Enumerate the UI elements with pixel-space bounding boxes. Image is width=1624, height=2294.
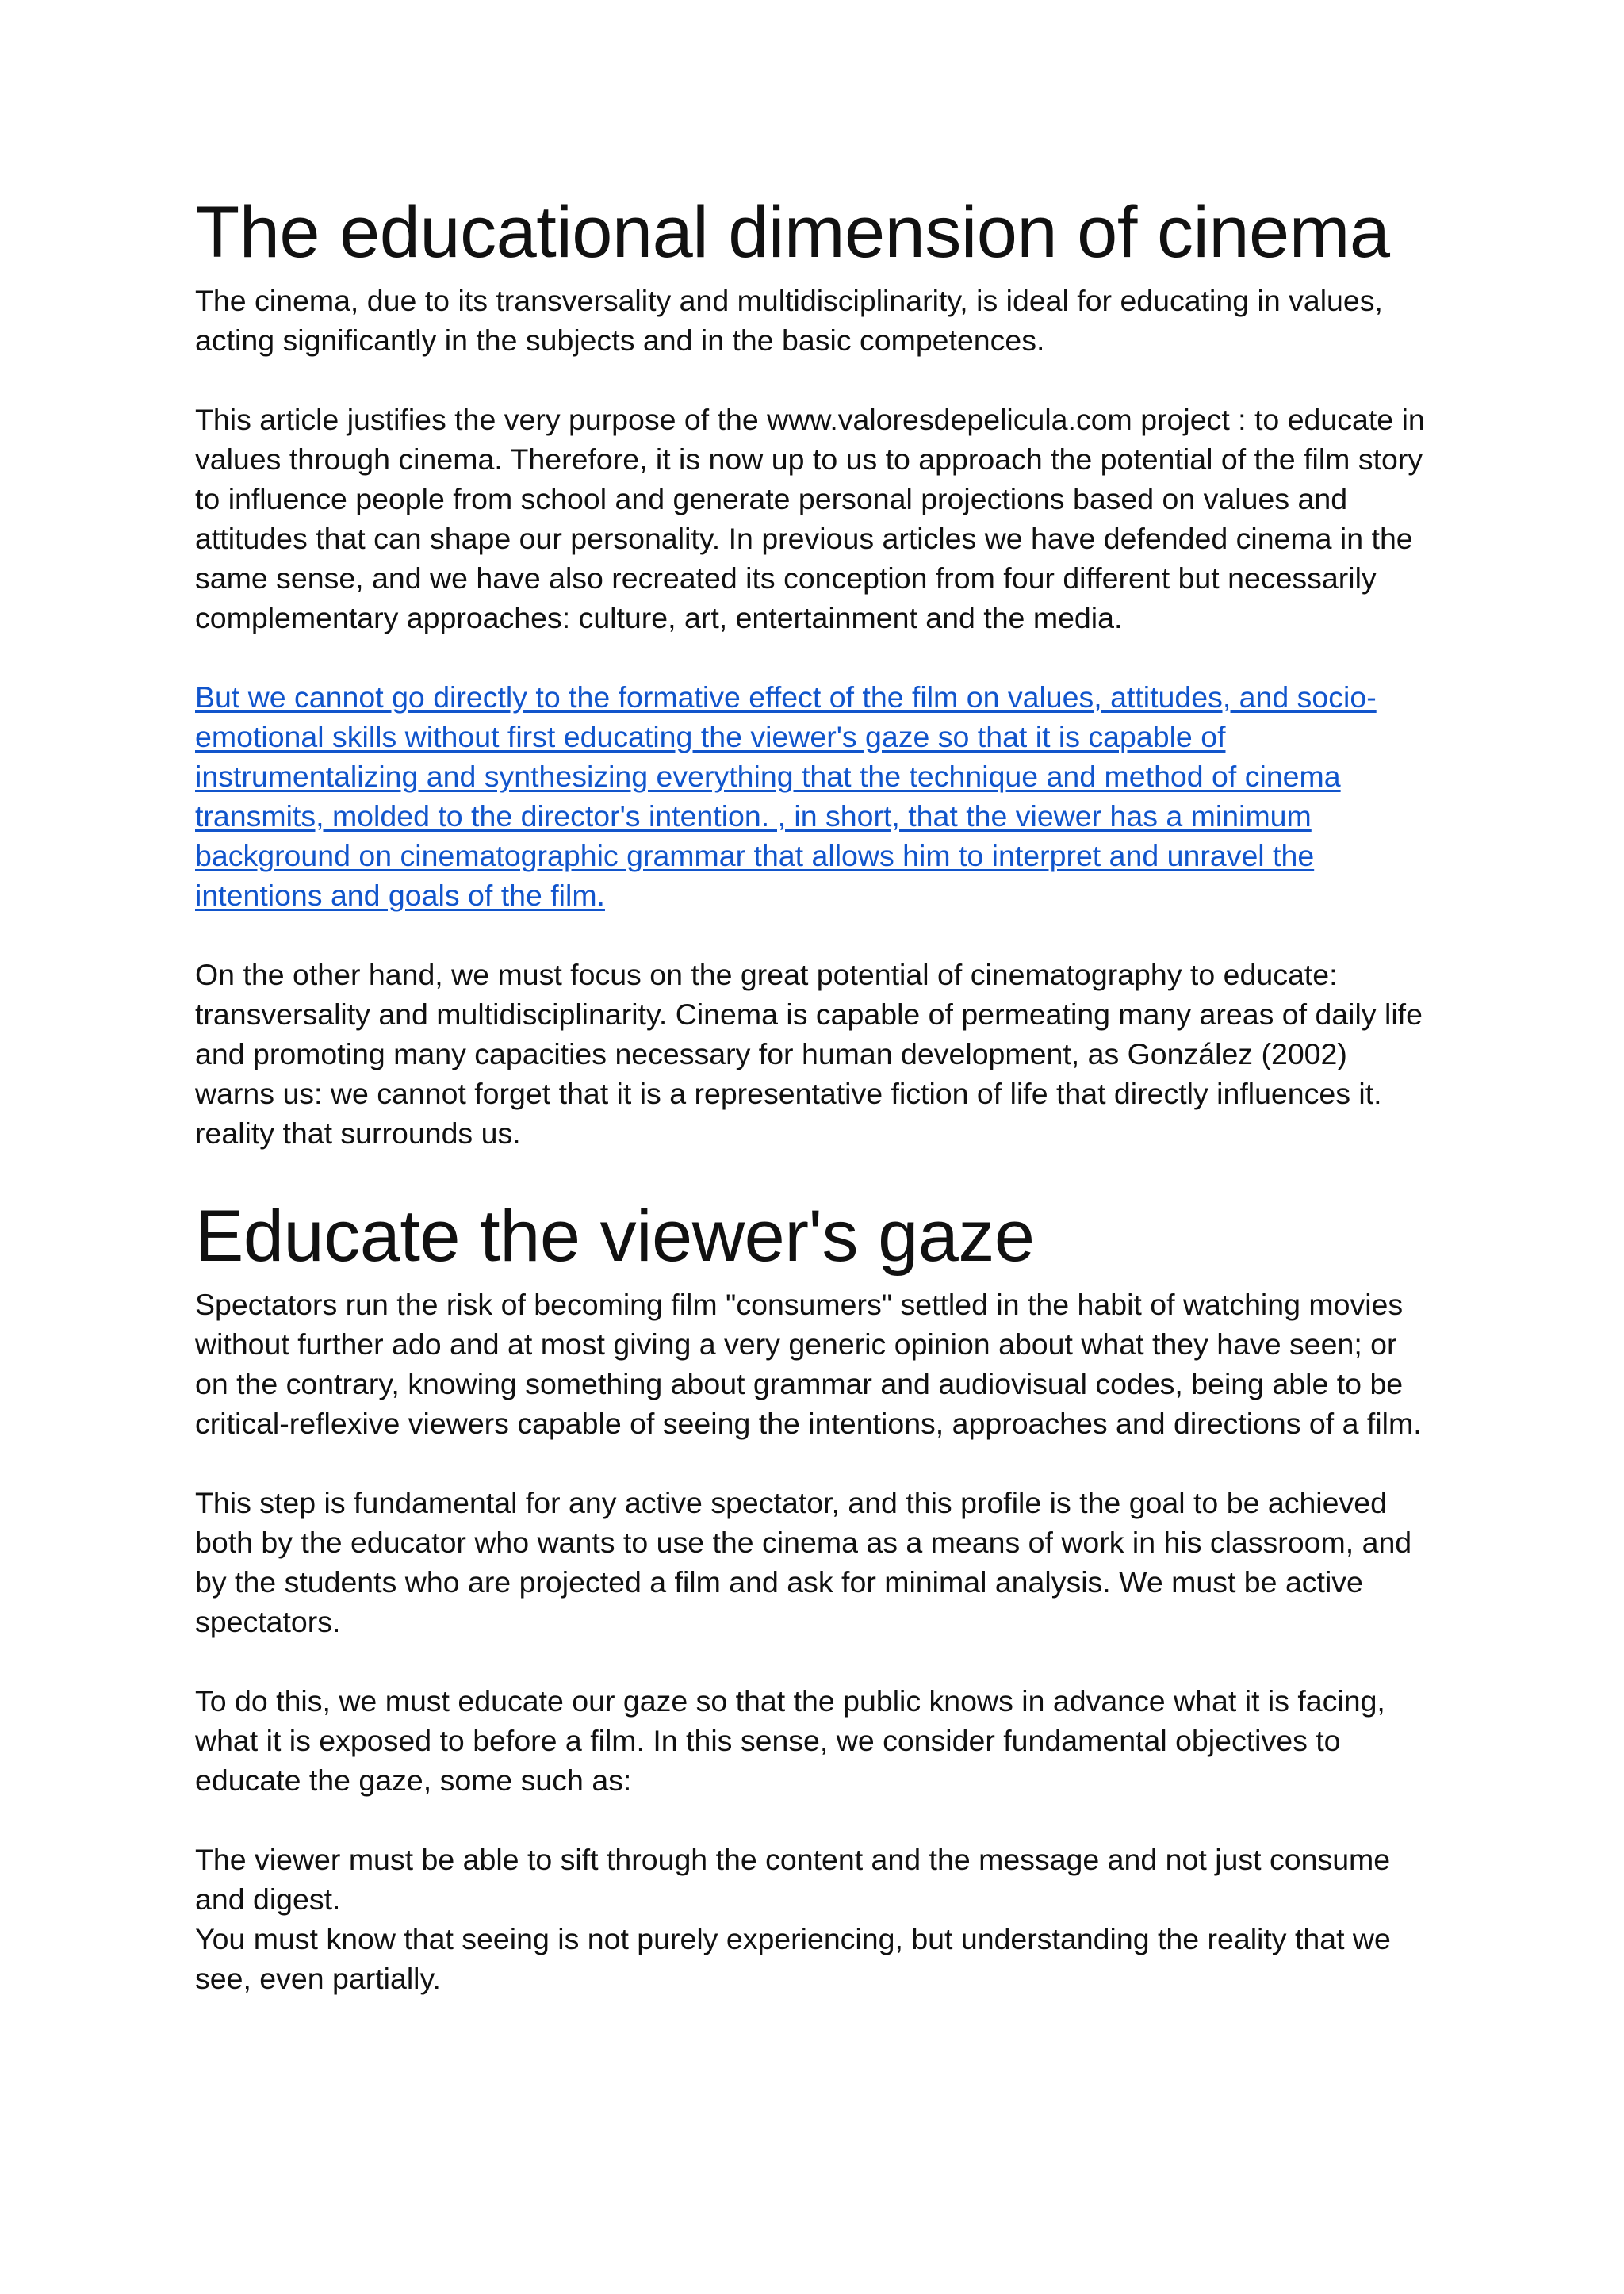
viewer-gaze-link[interactable]: But we cannot go directly to the formative effect of the film on values, attitudes, and socio-emotional skills without first educating the viewer's gaze so that it is capable of instrumentalizing and synthesizing everything that the technique and method of cinema transmits, molded to the director's intention. , in short, that the viewer has a minimum background on cinematographic grammar that allows him to interpret and unravel the intentions and goals of the film. xyxy=(195,680,1377,912)
heading-educational-dimension: The educational dimension of cinema xyxy=(195,192,1390,273)
paragraph-objective-sift-content: The viewer must be able to sift through the content and the message and not just consume and digest. xyxy=(195,1843,1391,1916)
paragraph-article-purpose: This article justifies the very purpose of the www.valoresdepelicula.com project : to educate in values through cinema. Therefore, it is now up to us to approach the potential of the film story to influence people from school and generate personal projections based on values and attitudes that can shape our personality. In previous articles we have defended cinema in the same sense, and we have also recreated its conception from four different but necessarily complementary approaches: culture, art, entertainment and the media. xyxy=(195,403,1425,634)
document-page xyxy=(195,189,1432,1998)
heading-educate-gaze: Educate the viewer's gaze xyxy=(195,1196,1035,1277)
paragraph-objective-seeing-understanding: You must know that seeing is not purely experiencing, but understanding the reality that we see, even partially. xyxy=(195,1922,1391,1995)
paragraph-cinematography-potential: On the other hand, we must focus on the great potential of cinematography to educate: transversality and multidisciplinarity. Cinema is capable of permeating many areas of daily life and promoting many capacities necessary for human development, as González (2002) warns us: we cannot forget that it is a representative fiction of life that directly influences it. reality that surrounds us. xyxy=(195,958,1423,1150)
paragraph-active-spectator: This step is fundamental for any active spectator, and this profile is the goal to be achieved both by the educator who wants to use the cinema as a means of work in his classroom, and by the students who are projected a film and ask for minimal analysis. We must be active spectators. xyxy=(195,1486,1412,1638)
paragraph-spectators-risk: Spectators run the risk of becoming film "consumers" settled in the habit of watching movies without further ado and at most giving a very generic opinion about what they have seen; or on the contrary, knowing something about grammar and audiovisual codes, being able to be critical-reflexive viewers capable of seeing the intentions, approaches and directions of a film. xyxy=(195,1288,1422,1440)
paragraph-intro: The cinema, due to its transversality and multidisciplinarity, is ideal for educating in values, acting significantly in the subjects and in the basic competences. xyxy=(195,284,1383,357)
paragraph-educate-gaze-objectives: To do this, we must educate our gaze so that the public knows in advance what it is facing, what it is exposed to before a film. In this sense, we consider fundamental objectives to educate the gaze, some such as: xyxy=(195,1684,1385,1797)
paragraph-link-viewer-gaze xyxy=(195,677,1432,915)
